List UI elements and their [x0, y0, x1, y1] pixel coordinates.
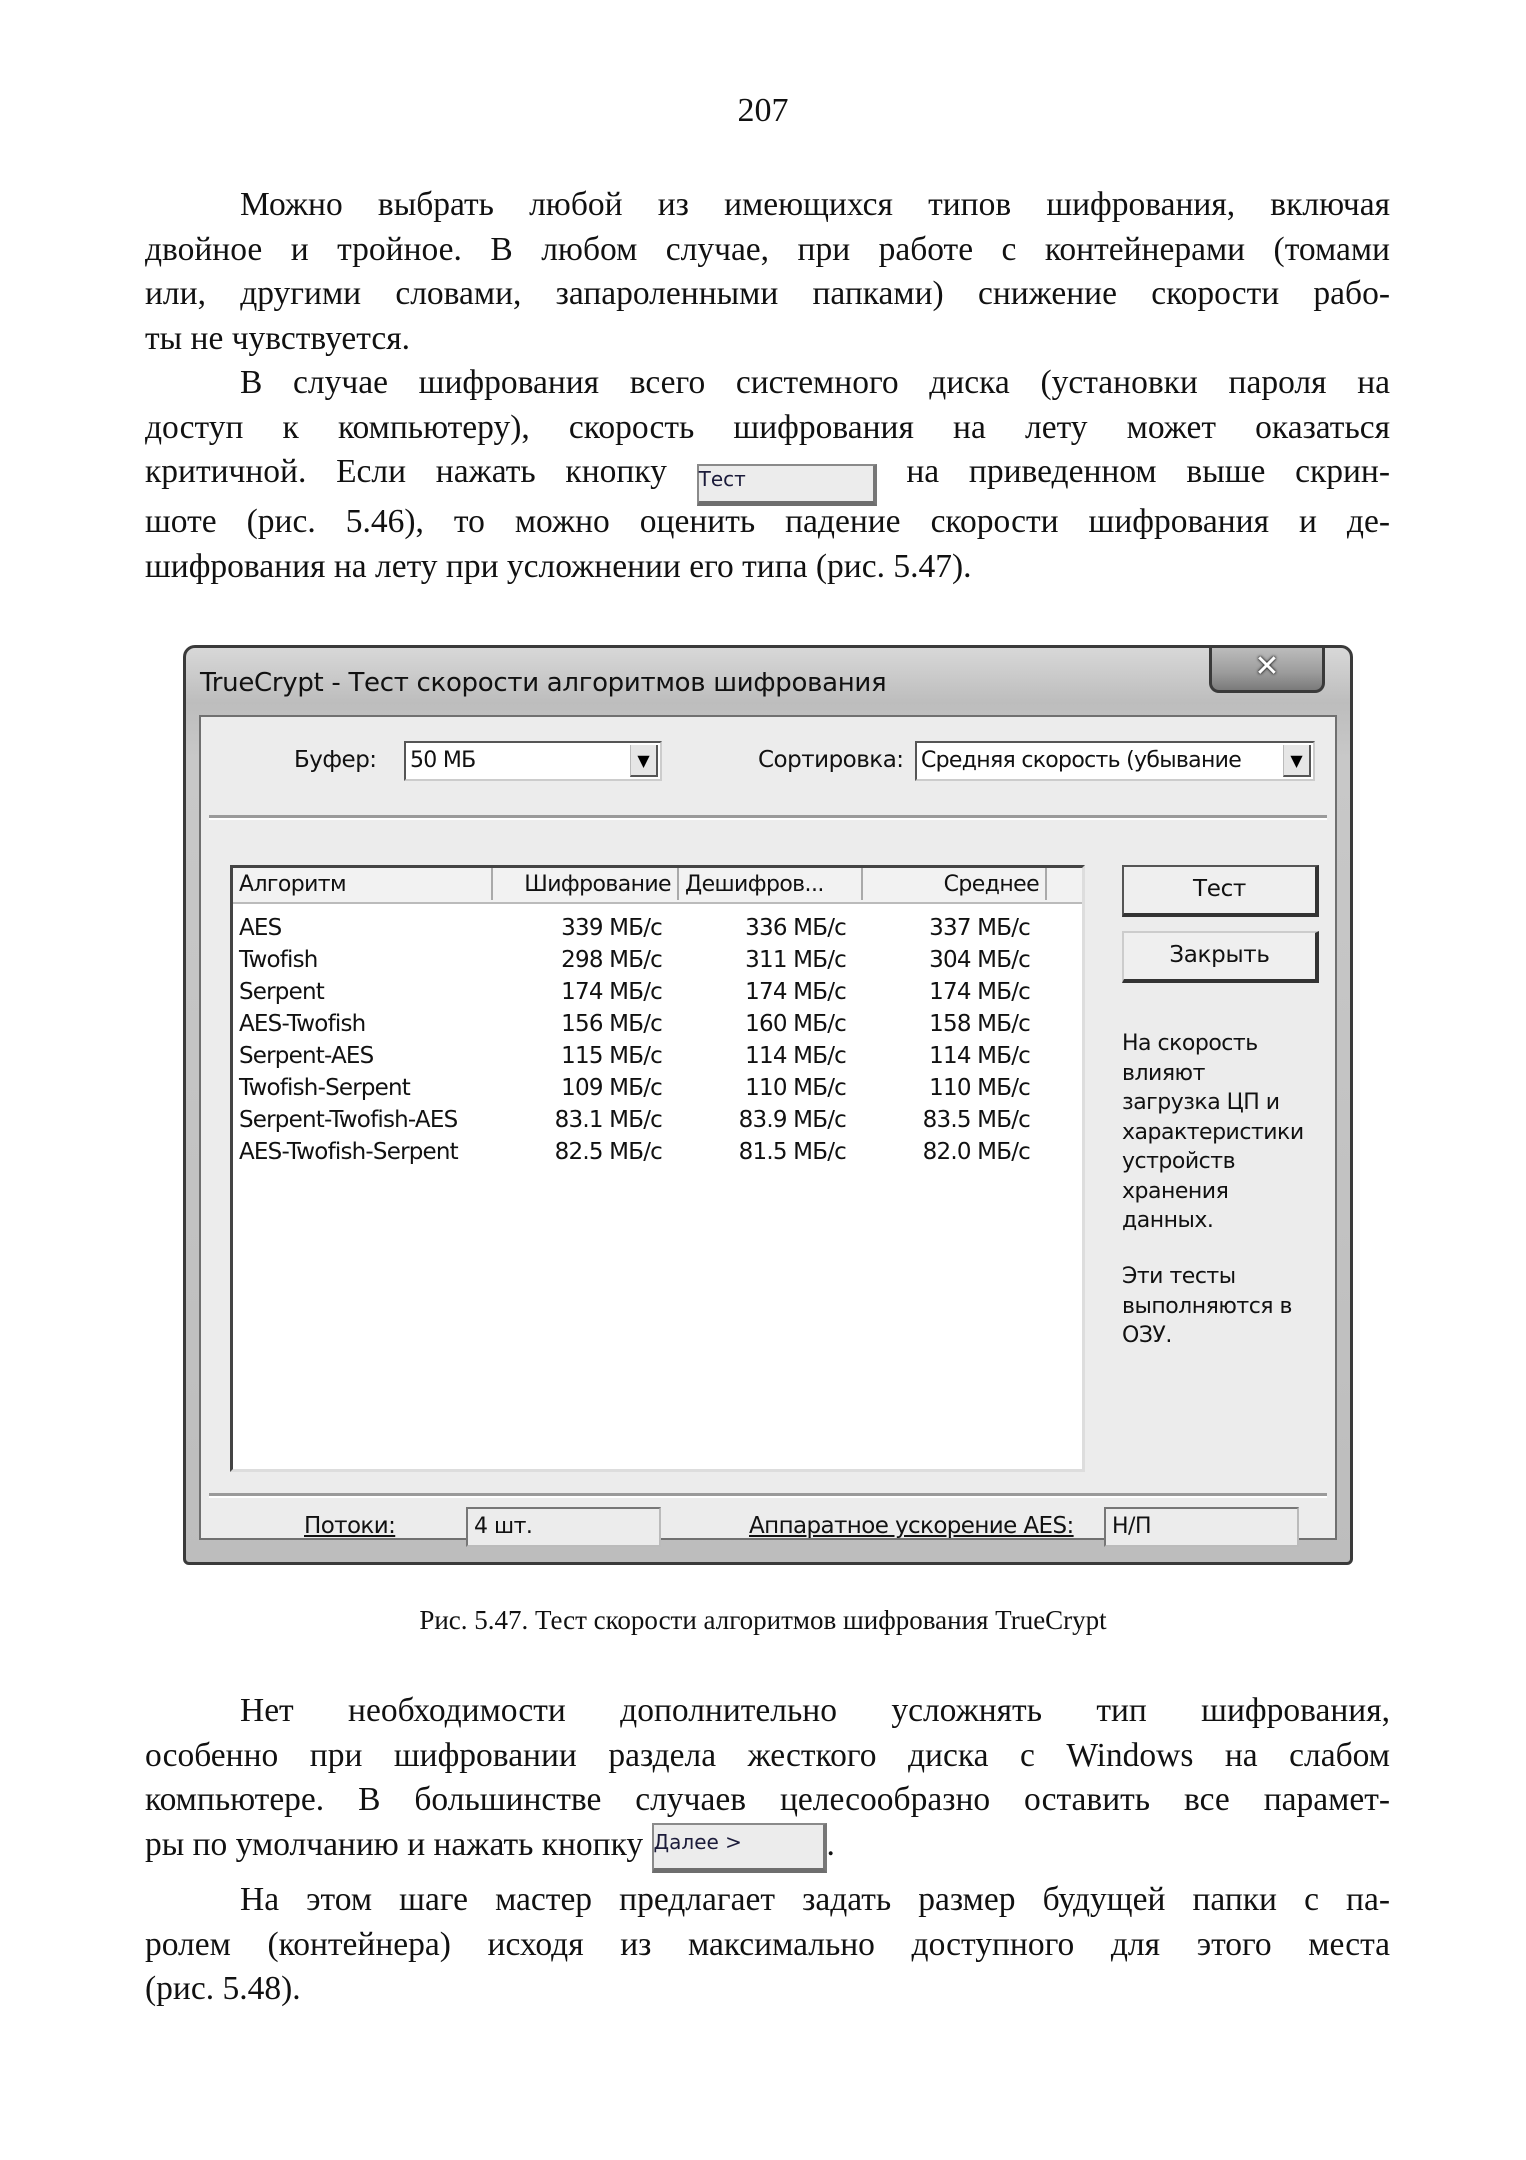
info-line: хранения: [1122, 1178, 1229, 1204]
cell-encryption: 115 МБ/с: [561, 1043, 662, 1069]
text-line: Можно выбрать любой из имеющихся типов шифрования, включая: [240, 186, 1390, 223]
cell-algorithm: Serpent: [239, 979, 324, 1005]
cell-mean: 304 МБ/с: [929, 947, 1030, 973]
text-line: ролем (контейнера) исходя из максимально доступного для этого места: [145, 1925, 1390, 1963]
table-row[interactable]: [233, 912, 1082, 944]
test-button[interactable]: Тест: [1122, 865, 1319, 917]
page-number: 207: [737, 92, 789, 129]
text-line: или, другими словами, запароленными папками) снижение скорости рабо-: [145, 275, 1390, 312]
text-fragment: .: [826, 1825, 835, 1863]
cell-algorithm: AES-Twofish-Serpent: [239, 1139, 458, 1165]
cell-decryption: 160 МБ/с: [745, 1011, 846, 1037]
text-line: компьютере. В большинстве случаев целесообразно оставить все парамет-: [145, 1781, 1390, 1818]
info-text-speed: [1122, 1029, 1322, 1236]
cell-algorithm: AES-Twofish: [239, 1011, 366, 1037]
cell-mean: 114 МБ/с: [929, 1043, 1030, 1069]
column-header-algorithm[interactable]: Алгоритм: [233, 868, 493, 900]
info-line: На скорость: [1122, 1031, 1258, 1056]
table-row[interactable]: [233, 1008, 1082, 1040]
text-line: (рис. 5.48).: [145, 1970, 301, 2007]
text-line: На этом шаге мастер предлагает задать размер будущей папки с па-: [240, 1881, 1390, 1918]
buffer-select[interactable]: [404, 741, 662, 781]
aes-acceleration-label: Аппаратное ускорение AES:: [749, 1513, 1074, 1539]
list-header: [233, 868, 1082, 904]
cell-mean: 110 МБ/с: [929, 1075, 1030, 1101]
window-title: TrueCrypt - Тест скорости алгоритмов шифрования: [200, 668, 887, 698]
info-line: загрузка ЦП и: [1122, 1090, 1280, 1115]
info-line: ОЗУ.: [1122, 1323, 1172, 1348]
column-header-encryption[interactable]: Шифрование: [493, 868, 679, 900]
cell-algorithm: Twofish: [239, 947, 318, 973]
figure-caption: Рис. 5.47. Тест скорости алгоритмов шифрования TrueCrypt: [419, 1605, 1107, 1635]
aes-acceleration-field: Н/П: [1104, 1507, 1299, 1547]
info-line: характеристики: [1122, 1119, 1304, 1145]
cell-decryption: 83.9 МБ/с: [738, 1107, 846, 1133]
text-line-with-button: [145, 450, 1390, 500]
cell-encryption: 109 МБ/с: [561, 1075, 662, 1101]
inline-next-button: Далее >: [652, 1823, 827, 1873]
text-line: шоте (рис. 5.46), то можно оценить падение скорости шифрования и де-: [145, 503, 1390, 540]
threads-field: 4 шт.: [466, 1507, 661, 1547]
text-fragment: на приведенном выше скрин-: [906, 453, 1391, 490]
separator: [209, 1493, 1327, 1498]
close-icon[interactable]: ✕: [1209, 648, 1325, 693]
cell-decryption: 174 МБ/с: [745, 979, 846, 1005]
cell-encryption: 82.5 МБ/с: [554, 1139, 662, 1165]
info-text-ram: [1122, 1262, 1322, 1351]
text-line-with-button: [145, 1823, 1390, 1873]
results-list[interactable]: [230, 865, 1085, 1472]
text-line: двойное и тройное. В любом случае, при работе с контейнерами (томами: [145, 230, 1390, 268]
sort-label: Сортировка:: [758, 747, 904, 773]
cell-mean: 337 МБ/с: [929, 915, 1030, 941]
buffer-label: Буфер:: [294, 747, 377, 773]
info-line: данных.: [1122, 1208, 1214, 1233]
cell-mean: 174 МБ/с: [929, 979, 1030, 1005]
inline-test-button: Тест: [697, 464, 877, 506]
table-row[interactable]: [233, 1040, 1082, 1072]
table-row[interactable]: [233, 1104, 1082, 1136]
cell-mean: 82.0 МБ/с: [922, 1139, 1030, 1165]
info-line: влияют: [1122, 1060, 1205, 1086]
text-line: Нет необходимости дополнительно усложнять тип шифрования,: [240, 1692, 1390, 1729]
cell-decryption: 336 МБ/с: [745, 915, 846, 941]
info-line: выполняются в: [1122, 1293, 1292, 1319]
paragraph-4: [145, 1878, 1390, 2012]
table-row[interactable]: [233, 944, 1082, 976]
text-line: доступ к компьютеру), скорость шифрования на лету может оказаться: [145, 408, 1390, 446]
cell-encryption: 83.1 МБ/с: [554, 1107, 662, 1133]
cell-mean: 158 МБ/с: [929, 1011, 1030, 1037]
separator: [209, 815, 1327, 820]
buffer-value: 50 МБ: [410, 748, 476, 773]
cell-encryption: 298 МБ/с: [561, 947, 662, 973]
cell-encryption: 339 МБ/с: [561, 915, 662, 941]
cell-encryption: 156 МБ/с: [561, 1011, 662, 1037]
cell-algorithm: AES: [239, 915, 282, 941]
info-line: устройств: [1122, 1149, 1236, 1174]
text-line: ты не чувствуется.: [145, 319, 410, 357]
threads-label: Потоки:: [304, 1513, 396, 1539]
column-header-mean[interactable]: Среднее: [863, 868, 1047, 900]
cell-algorithm: Serpent-AES: [239, 1043, 374, 1069]
chevron-down-icon[interactable]: ▼: [630, 745, 658, 777]
paragraph-3: [145, 1689, 1390, 1873]
chevron-down-icon[interactable]: ▼: [1283, 745, 1311, 777]
cell-decryption: 311 МБ/с: [745, 947, 846, 973]
text-line: В случае шифрования всего системного диска (установки пароля на: [240, 364, 1390, 401]
cell-algorithm: Serpent-Twofish-AES: [239, 1107, 458, 1133]
cell-decryption: 114 МБ/с: [745, 1043, 846, 1069]
table-row[interactable]: [233, 1136, 1082, 1168]
title-bar: [186, 648, 1350, 708]
sort-value: Средняя скорость (убывание: [921, 748, 1242, 773]
truecrypt-benchmark-dialog: [183, 645, 1353, 1565]
text-fragment: ры по умолчанию и нажать кнопку: [145, 1825, 644, 1863]
cell-mean: 83.5 МБ/с: [922, 1107, 1030, 1133]
cell-algorithm: Twofish-Serpent: [239, 1075, 411, 1101]
cell-encryption: 174 МБ/с: [561, 979, 662, 1005]
column-header-decryption[interactable]: Дешифров...: [679, 868, 863, 900]
text-fragment: критичной. Если нажать кнопку: [145, 453, 667, 490]
cell-decryption: 81.5 МБ/с: [738, 1139, 846, 1165]
table-row[interactable]: [233, 976, 1082, 1008]
sort-select[interactable]: [915, 741, 1315, 781]
cell-decryption: 110 МБ/с: [745, 1075, 846, 1101]
info-line: Эти тесты: [1122, 1264, 1236, 1289]
text-line: шифрования на лету при усложнении его типа (рис. 5.47).: [145, 547, 972, 585]
table-row[interactable]: [233, 1072, 1082, 1104]
close-button[interactable]: Закрыть: [1122, 931, 1319, 983]
paragraph-1: [145, 183, 1390, 361]
dialog-client-area: [199, 715, 1337, 1540]
paragraph-2: [145, 361, 1390, 589]
text-line: особенно при шифровании раздела жесткого диска с Windows на слабом: [145, 1736, 1390, 1774]
